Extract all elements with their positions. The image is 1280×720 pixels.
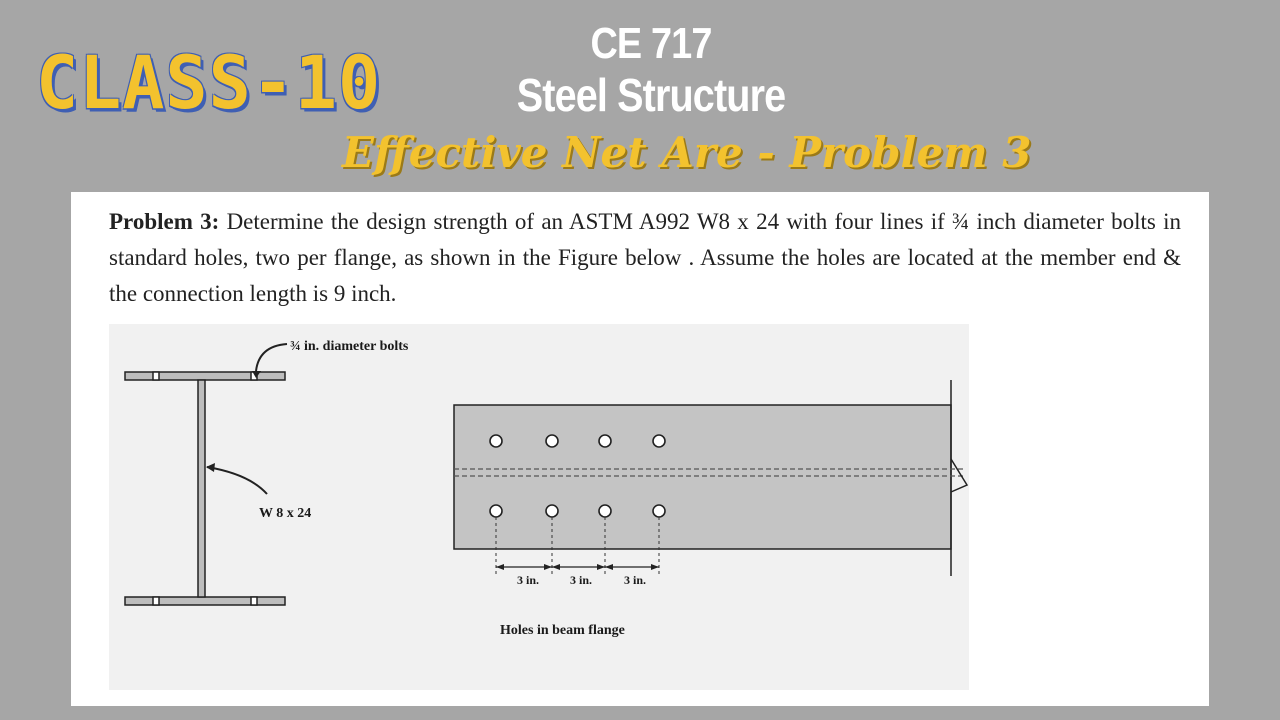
bolts-label: ¾ in. diameter bolts xyxy=(290,339,409,354)
spacing-label: 3 in. xyxy=(517,573,540,587)
beam-flange-plan xyxy=(454,380,967,638)
bottom-flange xyxy=(125,597,285,605)
problem-figure xyxy=(109,324,969,690)
bolt-hole xyxy=(153,597,159,605)
figure-drawing xyxy=(109,324,969,690)
spacing-label: 3 in. xyxy=(570,573,593,587)
dim-arrow xyxy=(552,564,560,570)
bolt-hole-top xyxy=(546,435,558,447)
class-badge: CLASS-10 xyxy=(36,39,382,127)
bolt-hole-bottom xyxy=(490,505,502,517)
section-leader-line xyxy=(207,467,267,494)
spacing-label: 3 in. xyxy=(624,573,647,587)
section-leader-arrow xyxy=(206,463,215,472)
course-code: CE 717 xyxy=(590,19,712,68)
bolt-hole-bottom xyxy=(653,505,665,517)
bolt-hole-top xyxy=(599,435,611,447)
problem-statement xyxy=(109,204,1181,312)
bolt-hole-bottom xyxy=(546,505,558,517)
problem-body: Determine the design strength of an ASTM A992 W8 x 24 with four lines if ¾ inch diameter bolts in standard holes, two per flange, as shown in the Figure below . Assume the holes are located at the member end & the connection length is 9 inch. xyxy=(109,209,1181,306)
bolt-hole xyxy=(251,597,257,605)
dim-arrow xyxy=(544,564,552,570)
dim-arrow xyxy=(651,564,659,570)
document-panel xyxy=(71,192,1209,706)
top-flange xyxy=(125,372,285,380)
bolts-leader-line xyxy=(256,344,287,371)
dim-arrow xyxy=(496,564,504,570)
bolt-hole-top xyxy=(653,435,665,447)
course-name: Steel Structure xyxy=(516,69,786,121)
figure-caption: Holes in beam flange xyxy=(500,623,625,638)
bolt-hole-bottom xyxy=(599,505,611,517)
bolt-hole xyxy=(153,372,159,380)
web xyxy=(198,380,205,597)
dim-arrow xyxy=(605,564,613,570)
dim-arrow xyxy=(597,564,605,570)
problem-label: Problem 3: xyxy=(109,209,220,234)
lesson-title: Effective Net Are - Problem 3 xyxy=(342,128,1032,177)
flange-plate xyxy=(454,405,951,549)
section-label: W 8 x 24 xyxy=(259,506,312,521)
bolt-hole-top xyxy=(490,435,502,447)
